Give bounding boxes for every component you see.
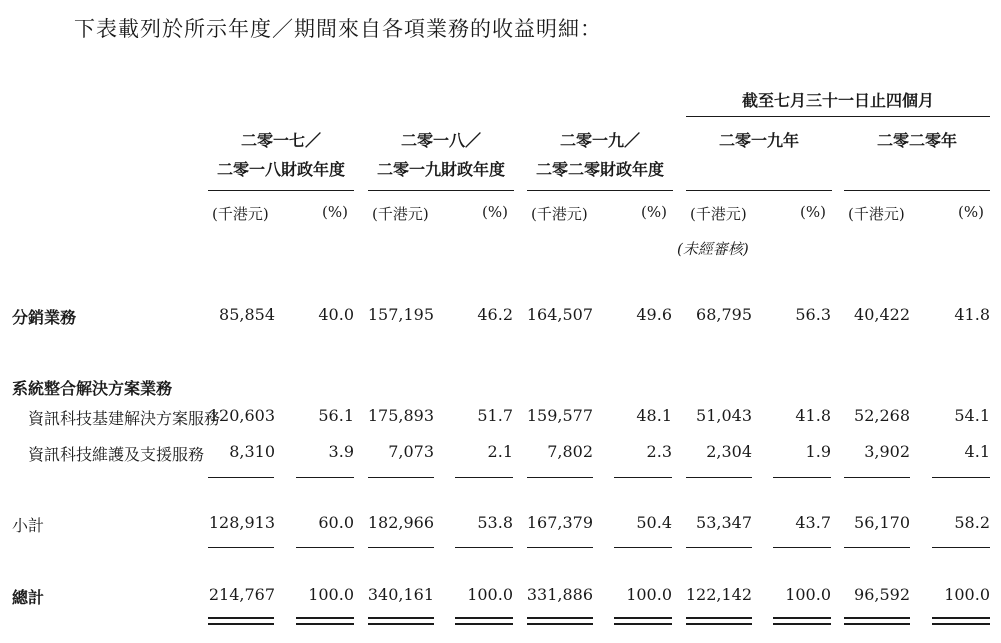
cell-amount: 159,577 xyxy=(526,406,593,425)
subtotal-rule xyxy=(614,477,672,478)
header-rule xyxy=(844,190,990,191)
cell-amount: 122,142 xyxy=(685,585,752,604)
total-double-rule xyxy=(844,617,910,619)
cell-percent: 48.1 xyxy=(636,406,672,425)
cell-percent: 51.7 xyxy=(477,406,513,425)
cell-amount: 52,268 xyxy=(854,406,910,425)
total-double-rule xyxy=(686,617,752,619)
cell-percent: 1.9 xyxy=(805,442,831,461)
year-header-line2: 二零一九年 xyxy=(718,131,799,150)
row-label-si-section: 系統整合解決方案業務 xyxy=(12,379,173,398)
subtotal-rule xyxy=(686,477,752,478)
unit-amount: (千港元) xyxy=(690,205,747,223)
total-double-rule xyxy=(773,623,831,625)
period-group-rule xyxy=(686,116,990,117)
total-double-rule xyxy=(296,623,354,625)
year-header-2020 xyxy=(844,126,990,155)
cell-amount: 53,347 xyxy=(696,513,752,532)
unit-amount: (千港元) xyxy=(848,205,905,223)
total-rule xyxy=(844,547,910,548)
period-group-label: 截至七月三十一日止四個月 xyxy=(741,91,934,110)
unit-amount: (千港元) xyxy=(212,205,269,223)
subtotal-rule xyxy=(932,477,990,478)
year-header-line2: 二零一九財政年度 xyxy=(376,160,505,179)
total-double-rule xyxy=(455,623,513,625)
total-rule xyxy=(455,547,513,548)
unit-percent: (%) xyxy=(641,203,667,221)
total-double-rule xyxy=(932,623,990,625)
cell-amount: 51,043 xyxy=(696,406,752,425)
total-double-rule xyxy=(368,623,434,625)
header-rule xyxy=(686,190,832,191)
total-double-rule xyxy=(368,617,434,619)
total-double-rule xyxy=(208,617,274,619)
cell-percent: 60.0 xyxy=(318,513,354,532)
year-header-2019 xyxy=(686,126,832,155)
cell-amount: 8,310 xyxy=(229,442,275,461)
cell-amount: 7,802 xyxy=(547,442,593,461)
cell-amount: 128,913 xyxy=(208,513,275,532)
year-header-line1: 二零一八／ xyxy=(400,131,481,150)
subtotal-rule xyxy=(844,477,910,478)
cell-percent: 100.0 xyxy=(626,585,672,604)
cell-percent: 2.3 xyxy=(646,442,672,461)
total-rule xyxy=(368,547,434,548)
cell-percent: 56.3 xyxy=(795,305,831,324)
subtotal-rule xyxy=(208,477,274,478)
unit-amount: (千港元) xyxy=(531,205,588,223)
year-header-line2: 二零二零財政年度 xyxy=(535,160,664,179)
cell-percent: 54.1 xyxy=(954,406,990,425)
row-label-subtotal: 小計 xyxy=(12,516,45,535)
cell-amount: 157,195 xyxy=(367,305,434,324)
cell-percent: 53.8 xyxy=(477,513,513,532)
total-double-rule xyxy=(527,623,593,625)
year-header-fy2020 xyxy=(527,126,673,184)
cell-amount: 340,161 xyxy=(367,585,434,604)
intro-text: 下表載列於所示年度／期間來自各項業務的收益明細： xyxy=(74,17,602,41)
cell-percent: 100.0 xyxy=(944,585,990,604)
total-double-rule xyxy=(773,617,831,619)
cell-amount: 85,854 xyxy=(219,305,275,324)
year-header-fy2018 xyxy=(208,126,354,184)
total-rule xyxy=(527,547,593,548)
cell-amount: 56,170 xyxy=(854,513,910,532)
total-double-rule xyxy=(686,623,752,625)
cell-percent: 100.0 xyxy=(467,585,513,604)
unit-percent: (%) xyxy=(958,203,984,221)
cell-percent: 41.8 xyxy=(954,305,990,324)
row-label-maintenance: 資訊科技維護及支援服務 xyxy=(28,445,205,464)
total-double-rule xyxy=(844,623,910,625)
cell-amount: 40,422 xyxy=(854,305,910,324)
cell-percent: 4.1 xyxy=(964,442,990,461)
total-rule xyxy=(208,547,274,548)
total-double-rule xyxy=(455,617,513,619)
unit-percent: (%) xyxy=(482,203,508,221)
year-header-line1: 二零一七／ xyxy=(240,131,321,150)
cell-amount: 331,886 xyxy=(526,585,593,604)
cell-percent: 43.7 xyxy=(795,513,831,532)
year-header-line1: 二零一九／ xyxy=(559,131,640,150)
cell-amount: 182,966 xyxy=(367,513,434,532)
total-double-rule xyxy=(208,623,274,625)
cell-percent: 100.0 xyxy=(785,585,831,604)
header-rule xyxy=(208,190,354,191)
subtotal-rule xyxy=(296,477,354,478)
unit-percent: (%) xyxy=(322,203,348,221)
total-rule xyxy=(296,547,354,548)
subtotal-rule xyxy=(368,477,434,478)
header-rule xyxy=(368,190,514,191)
cell-amount: 68,795 xyxy=(696,305,752,324)
total-double-rule xyxy=(932,617,990,619)
subtotal-rule xyxy=(773,477,831,478)
cell-percent: 50.4 xyxy=(636,513,672,532)
cell-percent: 49.6 xyxy=(636,305,672,324)
cell-amount: 96,592 xyxy=(854,585,910,604)
subtotal-rule xyxy=(455,477,513,478)
cell-amount: 164,507 xyxy=(526,305,593,324)
total-double-rule xyxy=(614,623,672,625)
row-label-total: 總計 xyxy=(12,588,45,607)
cell-percent: 3.9 xyxy=(328,442,354,461)
row-label-infra: 資訊科技基建解決方案服務 xyxy=(28,409,221,428)
year-header-fy2019 xyxy=(368,126,514,184)
cell-percent: 40.0 xyxy=(318,305,354,324)
cell-amount: 3,902 xyxy=(864,442,910,461)
cell-percent: 100.0 xyxy=(308,585,354,604)
subtotal-rule xyxy=(527,477,593,478)
row-label-distribution: 分銷業務 xyxy=(12,308,77,327)
cell-percent: 41.8 xyxy=(795,406,831,425)
cell-percent: 2.1 xyxy=(487,442,513,461)
cell-amount: 167,379 xyxy=(526,513,593,532)
cell-amount: 175,893 xyxy=(367,406,434,425)
unit-amount: (千港元) xyxy=(372,205,429,223)
total-rule xyxy=(773,547,831,548)
year-header-line2: 二零二零年 xyxy=(876,131,957,150)
total-rule xyxy=(932,547,990,548)
total-rule xyxy=(614,547,672,548)
cell-percent: 56.1 xyxy=(318,406,354,425)
year-header-line2: 二零一八財政年度 xyxy=(216,160,345,179)
total-double-rule xyxy=(614,617,672,619)
cell-amount: 7,073 xyxy=(388,442,434,461)
cell-amount: 120,603 xyxy=(208,406,275,425)
total-double-rule xyxy=(527,617,593,619)
cell-percent: 46.2 xyxy=(477,305,513,324)
unaudited-note: (未經審核) xyxy=(677,240,749,258)
cell-percent: 58.2 xyxy=(954,513,990,532)
header-rule xyxy=(527,190,673,191)
total-double-rule xyxy=(296,617,354,619)
cell-amount: 2,304 xyxy=(706,442,752,461)
cell-amount: 214,767 xyxy=(208,585,275,604)
total-rule xyxy=(686,547,752,548)
unit-percent: (%) xyxy=(800,203,826,221)
